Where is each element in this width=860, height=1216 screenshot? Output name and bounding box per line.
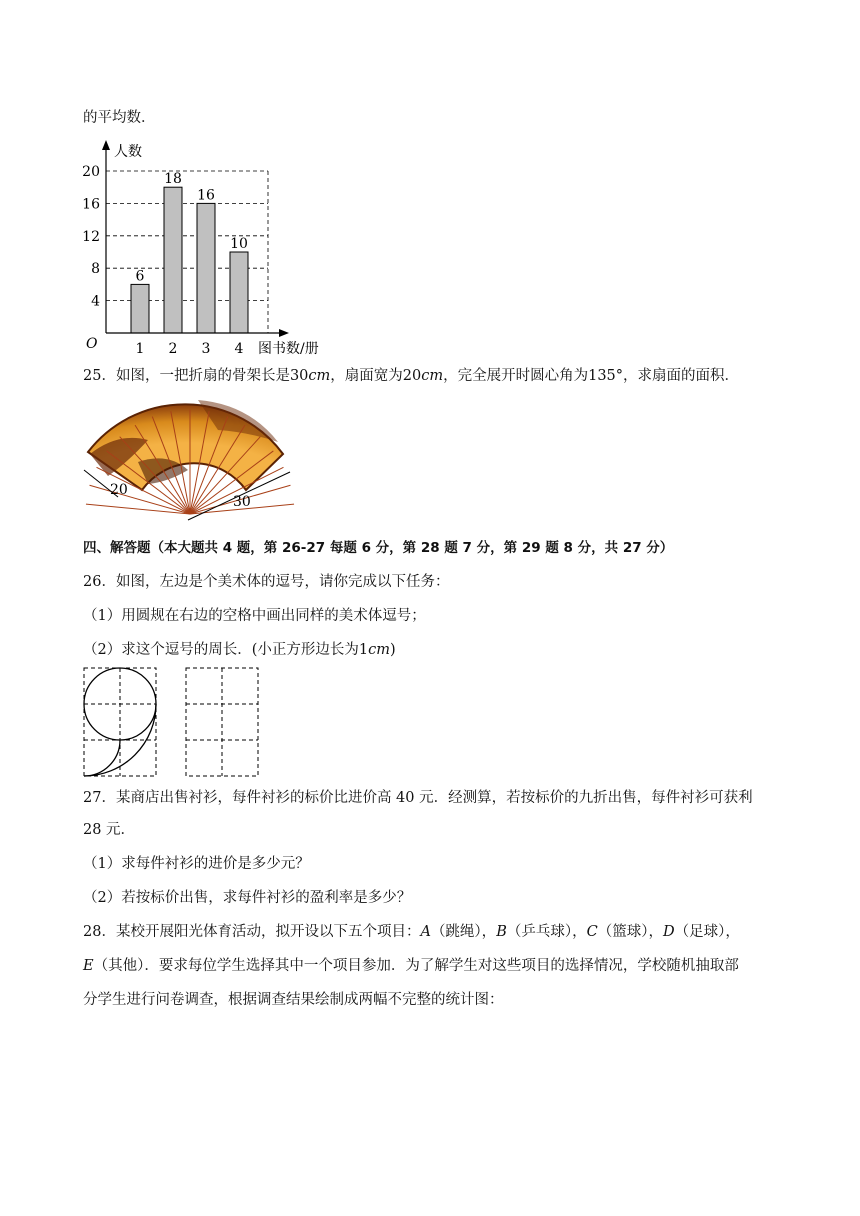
q28-intro: 28．某校开展阳光体育活动，拟开设以下五个项目：: [83, 924, 421, 940]
option-d-text: （足球），: [674, 924, 740, 940]
x-axis-arrow: [279, 329, 289, 337]
option-e-letter: E: [83, 958, 94, 974]
option-c-text: （篮球），: [597, 924, 663, 940]
y-tick-label: 8: [91, 261, 100, 278]
q26-part2-end: ): [390, 642, 396, 658]
right-grid: [186, 668, 258, 776]
q27-stem-line2: 28 元．: [83, 822, 136, 838]
bar: [131, 284, 149, 333]
option-b-text: （乒乓球），: [506, 924, 587, 940]
option-a-text: （跳绳），: [430, 924, 497, 940]
folding-fan-figure: [78, 392, 308, 532]
fan-label-20: 20: [110, 482, 128, 498]
left-grid: [84, 668, 156, 776]
q26-part2-text: （2）求这个逗号的周长．(小正方形边长为: [83, 642, 359, 658]
q25-text: [83, 366, 739, 386]
q28-line2: [83, 956, 739, 976]
bar: [230, 252, 248, 333]
q26-part2-unit: cm: [368, 642, 390, 658]
fan-label-30: 30: [233, 494, 251, 510]
y-tick-labels: [82, 164, 100, 310]
top-text: 的平均数．: [83, 110, 156, 126]
q26-part2-value: 1: [358, 642, 369, 658]
section-heading: 四、解答题（本大题共 4 题，第 26-27 每题 6 分，第 28 题 7 分，第 29 题 8 分，共 27 分）: [83, 540, 674, 556]
y-axis-label: 人数: [114, 144, 142, 160]
q27-stem-line1: 27．某商店出售衬衫，每件衬衫的标价比进价高 40 元．经测算，若按标价的九折出售，每件衬衫可获利: [83, 790, 753, 806]
q27-part2: （2）若按标价出售，求每件衬衫的盈利率是多少？: [83, 890, 412, 906]
x-tick-label: 3: [201, 341, 211, 357]
x-tick-label: 1: [135, 341, 145, 357]
x-tick-label: 4: [234, 341, 244, 357]
q28-line1: [83, 922, 740, 942]
bar: [164, 187, 182, 333]
bar: [197, 203, 215, 333]
q28-line2-text: （其他）．要求每位学生选择其中一个项目参加．为了解学生对这些项目的选择情况，学校随机抽取部: [93, 958, 739, 974]
data-label: 6: [135, 268, 145, 285]
option-d-letter: D: [662, 924, 675, 940]
chart-bars: [131, 187, 248, 333]
bar-chart: [78, 138, 378, 358]
x-tick-labels: [136, 341, 244, 357]
data-label: 10: [230, 236, 248, 252]
y-axis-arrow: [102, 140, 110, 150]
data-label: 18: [164, 171, 182, 188]
option-c-letter: C: [586, 924, 598, 940]
q25-value-20: 20: [402, 368, 422, 384]
q28-line3: 分学生进行问卷调查，根据调查结果绘制成两幅不完整的统计图：: [83, 992, 504, 1008]
x-axis-label: 图书数/册: [258, 341, 319, 357]
x-tick-label: 2: [168, 341, 178, 357]
q25-unit-cm-2: cm: [421, 368, 444, 384]
y-tick-label: 12: [82, 228, 100, 245]
q27-part1: （1）求每件衬衫的进价是多少元？: [83, 856, 310, 872]
comma-grid-figure: [80, 666, 270, 781]
option-a-letter: A: [420, 924, 431, 940]
origin-label: O: [86, 336, 98, 352]
q25-unit-cm: cm: [308, 368, 331, 384]
q25-text-a: 如图，一把折扇的骨架长是: [115, 368, 290, 384]
q25-number: 25．: [83, 368, 116, 384]
q25-text-b: ，扇面宽为: [330, 368, 403, 384]
option-b-letter: B: [496, 924, 507, 940]
q25-value-30: 30: [289, 368, 309, 384]
data-label: 16: [197, 187, 215, 204]
y-tick-label: 20: [82, 164, 100, 180]
q26-part1: （1）用圆规在右边的空格中画出同样的美术体逗号；: [83, 608, 426, 624]
q26-stem: 26．如图，左边是个美术体的逗号，请你完成以下任务：: [83, 574, 450, 590]
y-tick-label: 16: [82, 196, 100, 213]
q25-text-c: ，完全展开时圆心角为135°，求扇面的面积．: [443, 368, 740, 384]
y-tick-label: 4: [91, 293, 100, 310]
q26-part2: [83, 640, 396, 660]
